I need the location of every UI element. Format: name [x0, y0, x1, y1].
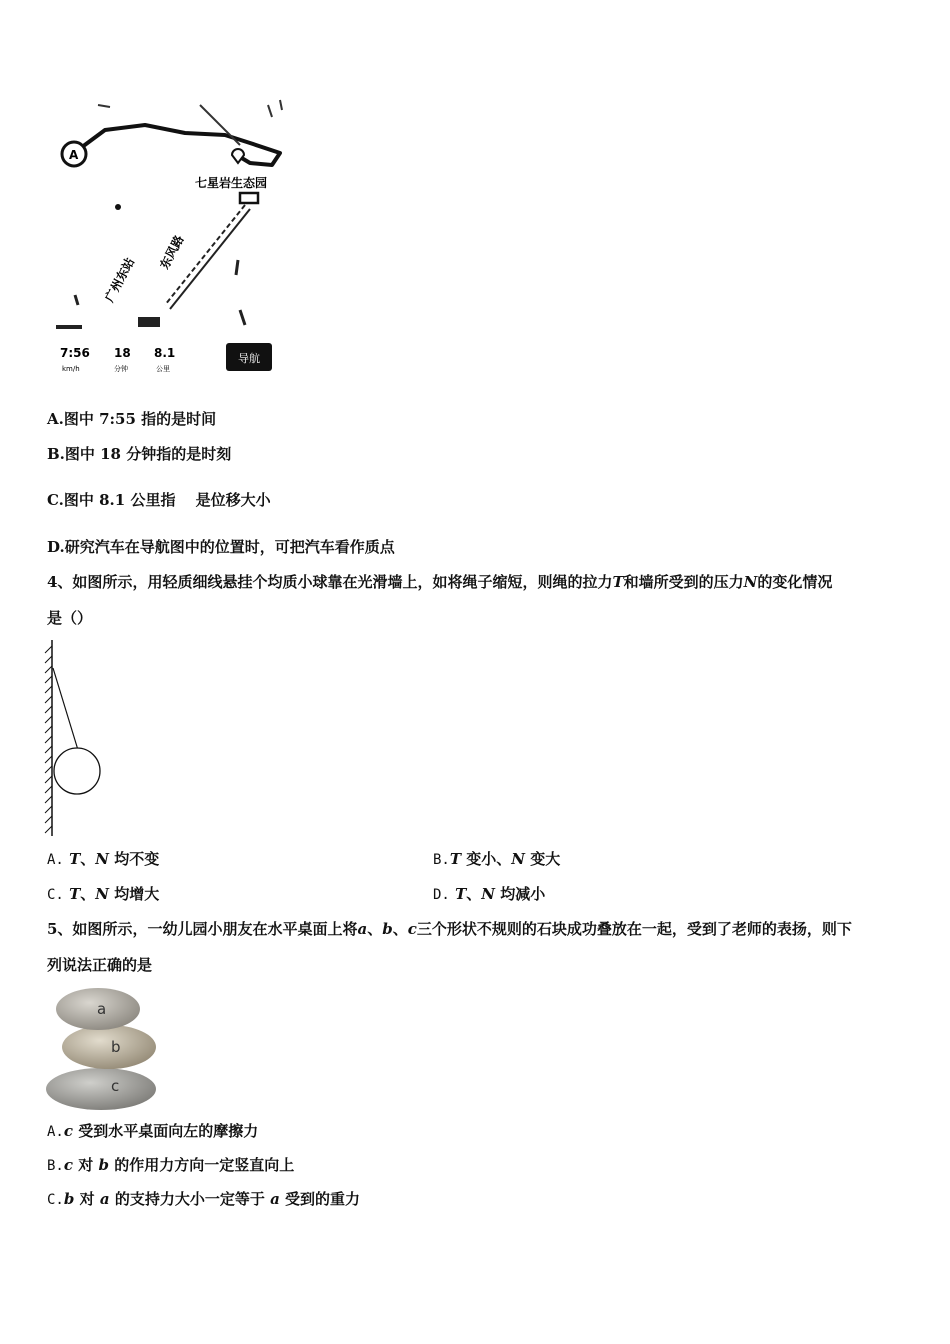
q4-option-d: D. T、N 均减小: [433, 885, 546, 903]
q5-option-b: B.c 对 b 的作用力方向一定竖直向上: [47, 1156, 295, 1174]
place-label: 七星岩生态园: [195, 176, 268, 190]
wall-ball-figure: [40, 638, 110, 838]
q4-stem-line-2: 是（）: [47, 609, 93, 627]
q4-option-b: B.T 变小、N 变大: [433, 850, 561, 868]
stat-minutes: 18: [114, 346, 131, 360]
stat-km-unit: 公里: [156, 365, 170, 373]
q4-stem-line-1: 4、如图所示，用轻质细线悬挂个均质小球靠在光滑墙上，如将绳子缩短，则绳的拉力T和墙所受到的压力N的变化情况: [47, 573, 833, 591]
q5-option-a: A.c 受到水平桌面向左的摩擦力: [47, 1122, 259, 1140]
road-label-1: 广州东站: [102, 255, 138, 305]
stone-b: [62, 1025, 156, 1069]
map-drawing: [50, 95, 290, 380]
q3-option-c: C.图中 8.1 公里指 是位移大小: [47, 491, 271, 509]
stone-label-b: b: [111, 1038, 121, 1056]
stat-minutes-unit: 分钟: [114, 365, 128, 373]
q5-stem-line-2: 列说法正确的是: [47, 956, 153, 974]
navigate-button-label: 导航: [238, 352, 260, 365]
stone-label-a: a: [97, 1000, 107, 1018]
rope-line: [53, 668, 78, 750]
navigation-map-figure: [50, 95, 290, 380]
svg-text:A: A: [69, 148, 79, 162]
stat-time-unit: km/h: [62, 365, 80, 373]
stone-label-c: c: [111, 1077, 120, 1095]
q3-option-d: D.研究汽车在导航图中的位置时，可把汽车看作质点: [47, 538, 395, 556]
stat-km: 8.1: [154, 346, 176, 360]
stat-time: 7:56: [60, 346, 90, 360]
q5-option-c: C.b 对 a 的支持力大小一定等于 a 受到的重力: [47, 1190, 361, 1208]
road-label-2: 东风路: [157, 233, 187, 272]
q3-option-a: A.图中 7:55 指的是时间: [47, 410, 217, 428]
ball-shape: [54, 748, 100, 794]
stone-c: [46, 1068, 156, 1110]
q4-option-a: A. T、N 均不变: [47, 850, 160, 868]
q5-stem-line-1: 5、如图所示，一幼儿园小朋友在水平桌面上将a、b、c三个形状不规则的石块成功叠放在一起，受到了老师的表扬，则下: [47, 920, 852, 938]
q4-option-c: C. T、N 均增大: [47, 885, 160, 903]
stacked-stones-figure: [45, 985, 160, 1110]
q3-option-b: B.图中 18 分钟指的是时刻: [47, 445, 232, 463]
